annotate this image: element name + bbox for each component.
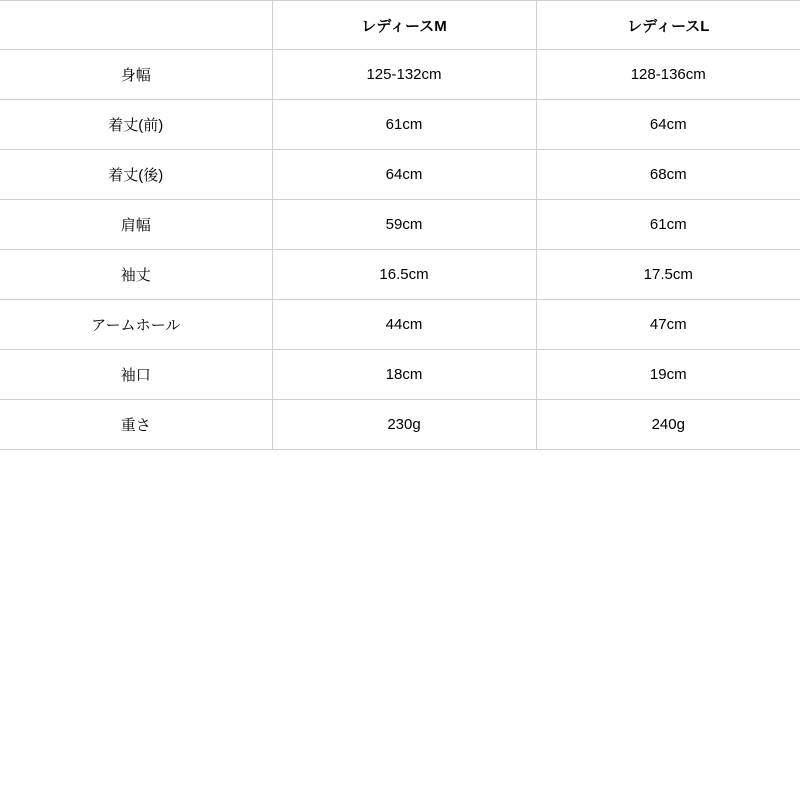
row-value-m: 230g (272, 400, 536, 450)
row-label: アームホール (0, 300, 272, 350)
table-row (0, 350, 800, 400)
table-row (0, 150, 800, 200)
row-value-l: 19cm (536, 350, 800, 400)
row-value-l: 68cm (536, 150, 800, 200)
row-value-l: 61cm (536, 200, 800, 250)
row-label: 着丈(後) (0, 150, 272, 200)
row-label: 袖丈 (0, 250, 272, 300)
row-value-m: 61cm (272, 100, 536, 150)
row-value-l: 128-136cm (536, 50, 800, 100)
table-header-row (0, 1, 800, 50)
table-row (0, 100, 800, 150)
row-value-l: 17.5cm (536, 250, 800, 300)
table-row (0, 250, 800, 300)
row-value-m: 64cm (272, 150, 536, 200)
row-label: 袖口 (0, 350, 272, 400)
table-row (0, 300, 800, 350)
table-header-cell-blank (0, 1, 272, 50)
blank-area (0, 450, 800, 810)
row-value-l: 64cm (536, 100, 800, 150)
row-label: 着丈(前) (0, 100, 272, 150)
row-value-l: 240g (536, 400, 800, 450)
row-value-m: 44cm (272, 300, 536, 350)
table-row (0, 200, 800, 250)
row-value-m: 59cm (272, 200, 536, 250)
table-header-cell-l: レディースL (536, 1, 800, 50)
row-value-l: 47cm (536, 300, 800, 350)
row-value-m: 16.5cm (272, 250, 536, 300)
row-label: 重さ (0, 400, 272, 450)
row-label: 身幅 (0, 50, 272, 100)
row-label: 肩幅 (0, 200, 272, 250)
table-body (0, 50, 800, 450)
table-row (0, 50, 800, 100)
row-value-m: 18cm (272, 350, 536, 400)
table-header (0, 1, 800, 50)
row-value-m: 125-132cm (272, 50, 536, 100)
table-header-cell-m: レディースM (272, 1, 536, 50)
table-row (0, 400, 800, 450)
